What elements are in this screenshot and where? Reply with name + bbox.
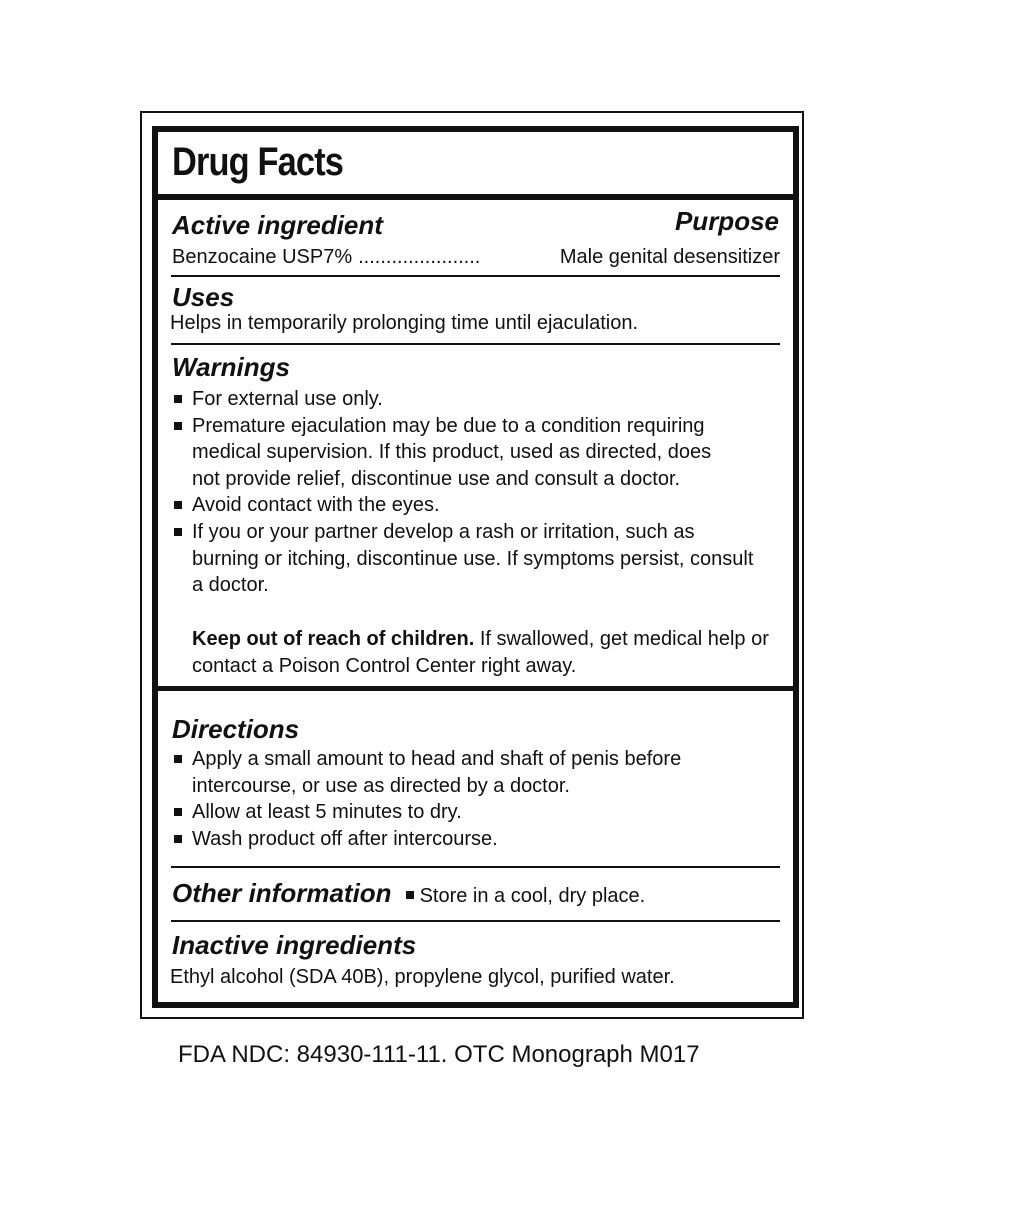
warnings-heading: Warnings bbox=[172, 352, 290, 382]
keep-out-of-reach-statement bbox=[192, 626, 782, 679]
divider bbox=[171, 920, 780, 922]
drug-facts-title: Drug Facts bbox=[172, 140, 344, 184]
dot-leader: ...................... bbox=[358, 246, 481, 268]
purpose-heading: Purpose bbox=[674, 206, 779, 236]
active-ingredient-heading: Active ingredient bbox=[172, 210, 383, 240]
inactive-ingredients-text: Ethyl alcohol (SDA 40B), propylene glycol, purified water. bbox=[170, 966, 675, 988]
warning-item: Avoid contact with the eyes. bbox=[172, 492, 762, 519]
directions-heading: Directions bbox=[172, 714, 300, 744]
warnings-list bbox=[172, 386, 762, 599]
uses-text: Helps in temporarily prolonging time until ejaculation. bbox=[170, 312, 639, 334]
keep-out-bold-text: Keep out of reach of children. bbox=[192, 628, 475, 650]
other-information-row bbox=[172, 878, 645, 909]
section-rule-thick bbox=[158, 686, 793, 691]
inactive-ingredients-heading: Inactive ingredients bbox=[172, 930, 417, 960]
direction-item: Allow at least 5 minutes to dry. bbox=[172, 799, 762, 826]
fda-ndc-footer: FDA NDC: 84930-111-11. OTC Monograph M017 bbox=[178, 1041, 700, 1068]
direction-item: Apply a small amount to head and shaft of penis before intercourse, or use as directed by a doctor. bbox=[172, 746, 762, 799]
bullet-icon bbox=[406, 891, 414, 899]
direction-item: Wash product off after intercourse. bbox=[172, 826, 762, 853]
drug-facts-panel bbox=[152, 126, 799, 1008]
warning-item: Premature ejaculation may be due to a condition requiring medical supervision. If this product, used as directed, does not provide relief, discontinue use and consult a doctor. bbox=[172, 413, 762, 493]
active-ingredient-row bbox=[172, 244, 780, 271]
other-information-heading: Other information bbox=[172, 878, 392, 908]
directions-list bbox=[172, 746, 762, 852]
divider bbox=[171, 866, 780, 868]
title-bar bbox=[158, 132, 793, 200]
warning-item: For external use only. bbox=[172, 386, 762, 413]
warning-item: If you or your partner develop a rash or irritation, such as burning or itching, discontinue use. If symptoms persist, consult a doctor. bbox=[172, 519, 762, 599]
uses-heading: Uses bbox=[172, 282, 235, 312]
other-information-text: Store in a cool, dry place. bbox=[419, 885, 646, 907]
ingredient-name: Benzocaine USP7% bbox=[172, 246, 353, 268]
ingredient-purpose: Male genital desensitizer bbox=[559, 246, 780, 268]
keep-out-rest-text: If swallowed, get medical help or contact a Poison Control Center right away. bbox=[192, 628, 769, 677]
divider bbox=[171, 343, 780, 345]
divider bbox=[171, 275, 780, 277]
